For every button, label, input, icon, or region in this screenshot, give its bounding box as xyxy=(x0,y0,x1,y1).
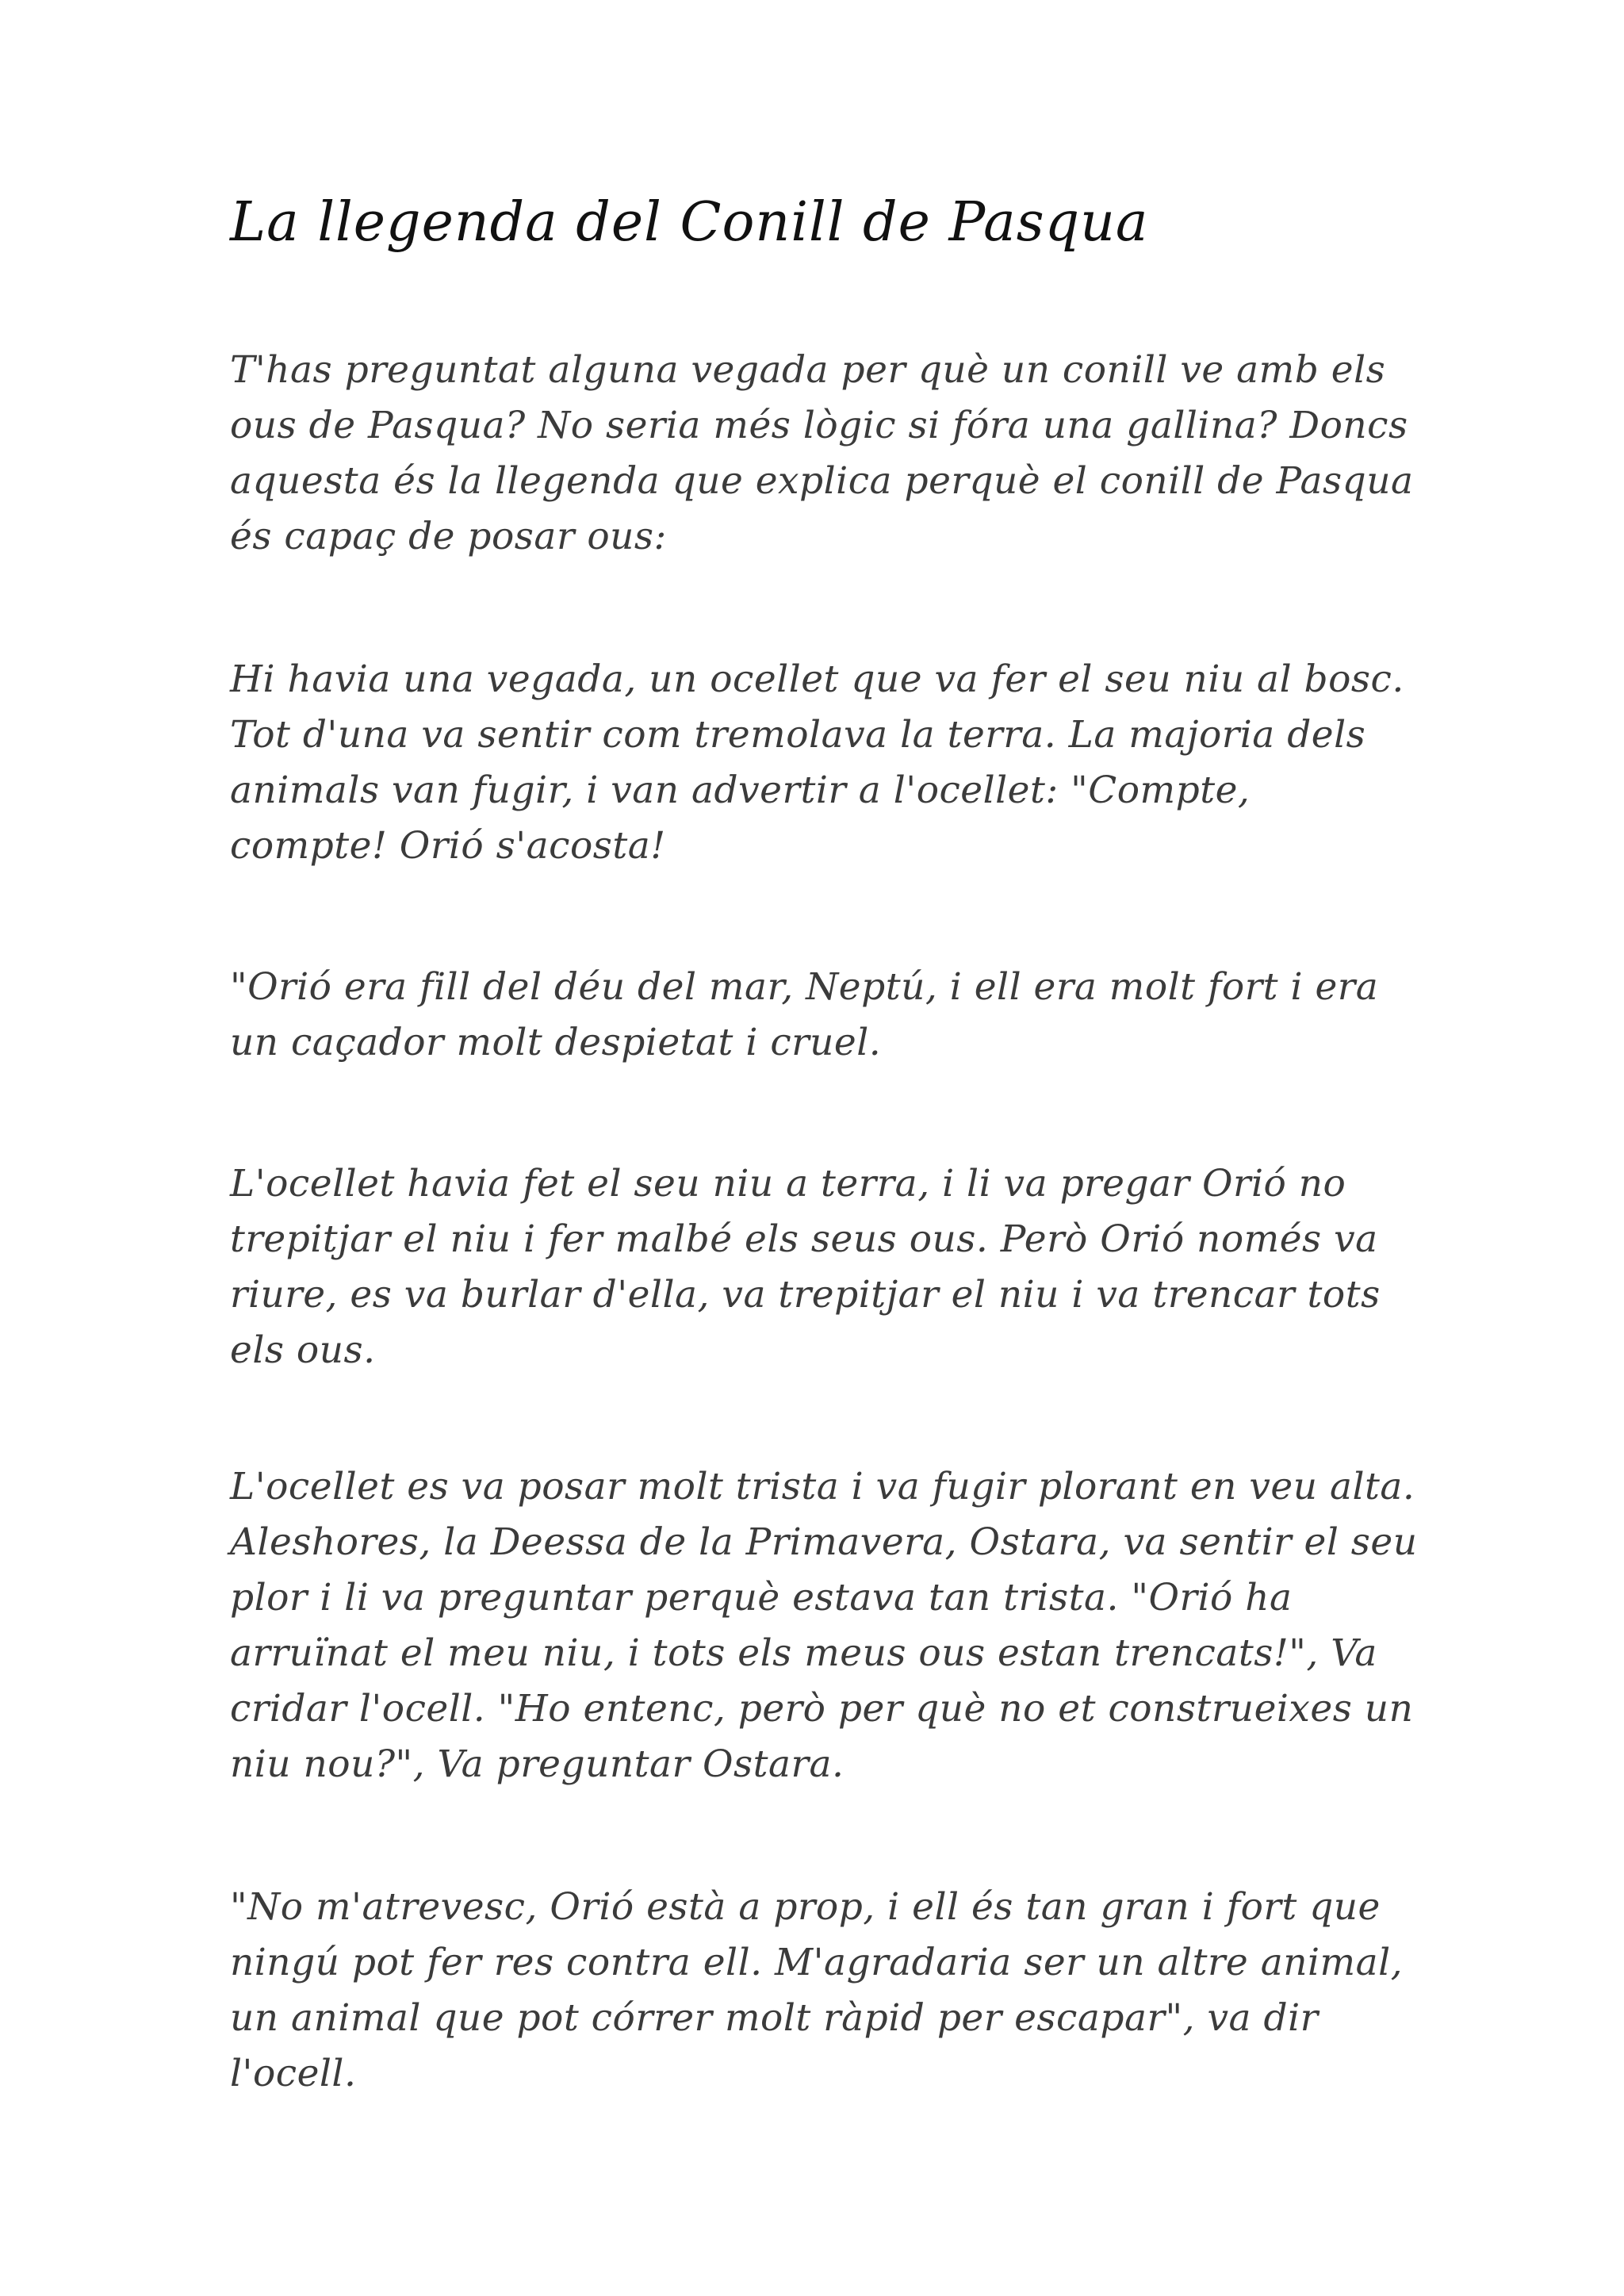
paragraph-ostara: L'ocellet es va posar molt trista i va fugir plorant en veu alta. Aleshores, la Deessa de la Primavera, Ostara, va sentir el seu plor i li va preguntar perquè estava tan trista. "Orió ha arruïnat el meu niu, i tots els meus ous estan trencats!", Va cridar l'ocell. "Ho entenc, però per què no et construeixes un niu nou?", Va preguntar Ostara. xyxy=(230,1465,1418,1786)
paragraph-orio: "Orió era fill del déu del mar, Neptú, i ell era molt fort i era un caçador molt despietat i cruel. xyxy=(230,965,1379,1064)
paragraph-desig-ocell: "No m'atrevesc, Orió està a prop, i ell és tan gran i fort que ningú pot fer res contra ell. M'agradaria ser un altre animal, un animal que pot córrer molt ràpid per escapar", va dir l'ocell. xyxy=(230,1885,1404,2095)
paragraph-intro: T'has preguntat alguna vegada per què un conill ve amb els ous de Pasqua? No seria més lògic si fóra una gallina? Doncs aquesta és la llegenda que explica perquè el conill de Pasqua és capaç de posar ous: xyxy=(230,348,1414,558)
page-title: La llegenda del Conill de Pasqua xyxy=(230,191,1149,254)
paragraph-ous-trencats: L'ocellet havia fet el seu niu a terra, i li va pregar Orió no trepitjar el niu i fer malbé els seus ous. Però Orió només va riure, es va burlar d'ella, va trepitjar el niu i va trencar tots els ous. xyxy=(230,1162,1381,1372)
paragraph-ocellet-niu: Hi havia una vegada, un ocellet que va fer el seu niu al bosc. Tot d'una va sentir com tremolava la terra. La majoria dels animals van fugir, i van advertir a l'ocellet: "Compte, compte! Orió s'acosta! xyxy=(230,657,1404,868)
